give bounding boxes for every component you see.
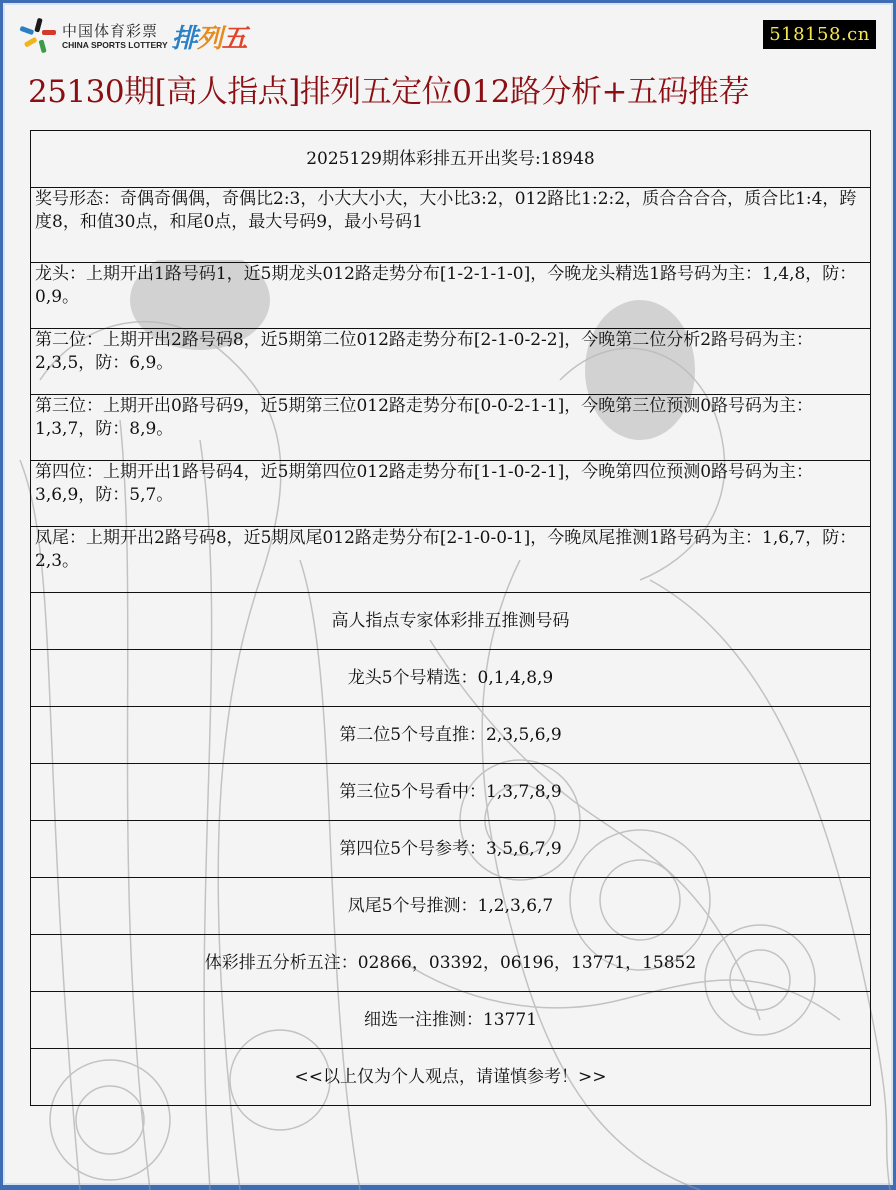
position-2-analysis: 第二位：上期开出2路号码8，近5期第二位012路走势分布[2-1-0-2-2]，今晚第二位分析2路号码为主：2,3,5，防：6,9。 — [31, 329, 871, 395]
position-3-analysis: 第三位：上期开出0路号码9，近5期第三位012路走势分布[0-0-2-1-1]，今晚第三位预测0路号码为主：1,3,7，防：8,9。 — [31, 395, 871, 461]
game-name-char: 五 — [221, 23, 247, 54]
draw-pattern-analysis: 奖号形态：奇偶奇偶偶，奇偶比2:3，小大大小大，大小比3:2，012路比1:2:2，质合合合合，质合比1:4，跨度8，和值30点，和尾0点，最大号码9，最小号码1 — [31, 188, 871, 263]
china-sports-lottery-logo — [18, 16, 247, 56]
table-row-pick-1 — [31, 650, 871, 707]
page-title: 25130期[高人指点]排列五定位012路分析+五码推荐 — [28, 74, 749, 110]
position-1-analysis: 龙头：上期开出1路号码1，近5期龙头012路走势分布[1-2-1-1-0]，今晚龙头精选1路号码为主：1,4,8，防：0,9。 — [31, 263, 871, 329]
game-name-logo — [172, 18, 247, 55]
table-row-pick-3 — [31, 764, 871, 821]
lottery-star-icon — [18, 16, 58, 56]
table-row-position-2 — [31, 329, 871, 395]
table-row-pattern — [31, 188, 871, 263]
game-name-char: 排 — [171, 23, 197, 54]
disclaimer: <<以上仅为个人观点，请谨慎参考！>> — [31, 1049, 871, 1106]
position-2-picks: 第二位5个号直推：2,3,5,6,9 — [31, 707, 871, 764]
position-4-analysis: 第四位：上期开出1路号码4，近5期第四位012路走势分布[1-1-0-2-1]，今晚第四位预测0路号码为主：3,6,9，防：5,7。 — [31, 461, 871, 527]
table-row-position-1 — [31, 263, 871, 329]
logo-english-text: CHINA SPORTS LOTTERY — [62, 39, 168, 50]
analysis-table — [30, 130, 871, 1106]
table-row-position-5 — [31, 527, 871, 593]
table-row-position-3 — [31, 395, 871, 461]
single-ticket-recommendation: 细选一注推测：13771 — [31, 992, 871, 1049]
logo-chinese-text: 中国体育彩票 — [62, 21, 159, 40]
table-row-pick-4 — [31, 821, 871, 878]
table-row-disclaimer — [31, 1049, 871, 1106]
site-badge: 518158.cn — [763, 20, 876, 49]
position-5-analysis: 凤尾：上期开出2路号码8，近5期凤尾012路走势分布[2-1-0-0-1]，今晚凤尾推测1路号码为主：1,6,7，防：2,3。 — [31, 527, 871, 593]
last-draw-result: 2025129期体彩排五开出奖号:18948 — [31, 131, 871, 188]
table-row-pick-5 — [31, 878, 871, 935]
position-3-picks: 第三位5个号看中：1,3,7,8,9 — [31, 764, 871, 821]
table-row-last-draw — [31, 131, 871, 188]
position-1-picks: 龙头5个号精选：0,1,4,8,9 — [31, 650, 871, 707]
table-row-five-tickets — [31, 935, 871, 992]
table-row-single-ticket — [31, 992, 871, 1049]
table-row-pick-2 — [31, 707, 871, 764]
prediction-section-heading: 高人指点专家体彩排五推测号码 — [31, 593, 871, 650]
five-ticket-recommendation: 体彩排五分析五注：02866，03392，06196，13771，15852 — [31, 935, 871, 992]
game-name-char: 列 — [196, 23, 222, 54]
position-4-picks: 第四位5个号参考：3,5,6,7,9 — [31, 821, 871, 878]
position-5-picks: 凤尾5个号推测：1,2,3,6,7 — [31, 878, 871, 935]
table-row-position-4 — [31, 461, 871, 527]
table-row-section-heading — [31, 593, 871, 650]
header — [0, 0, 896, 62]
